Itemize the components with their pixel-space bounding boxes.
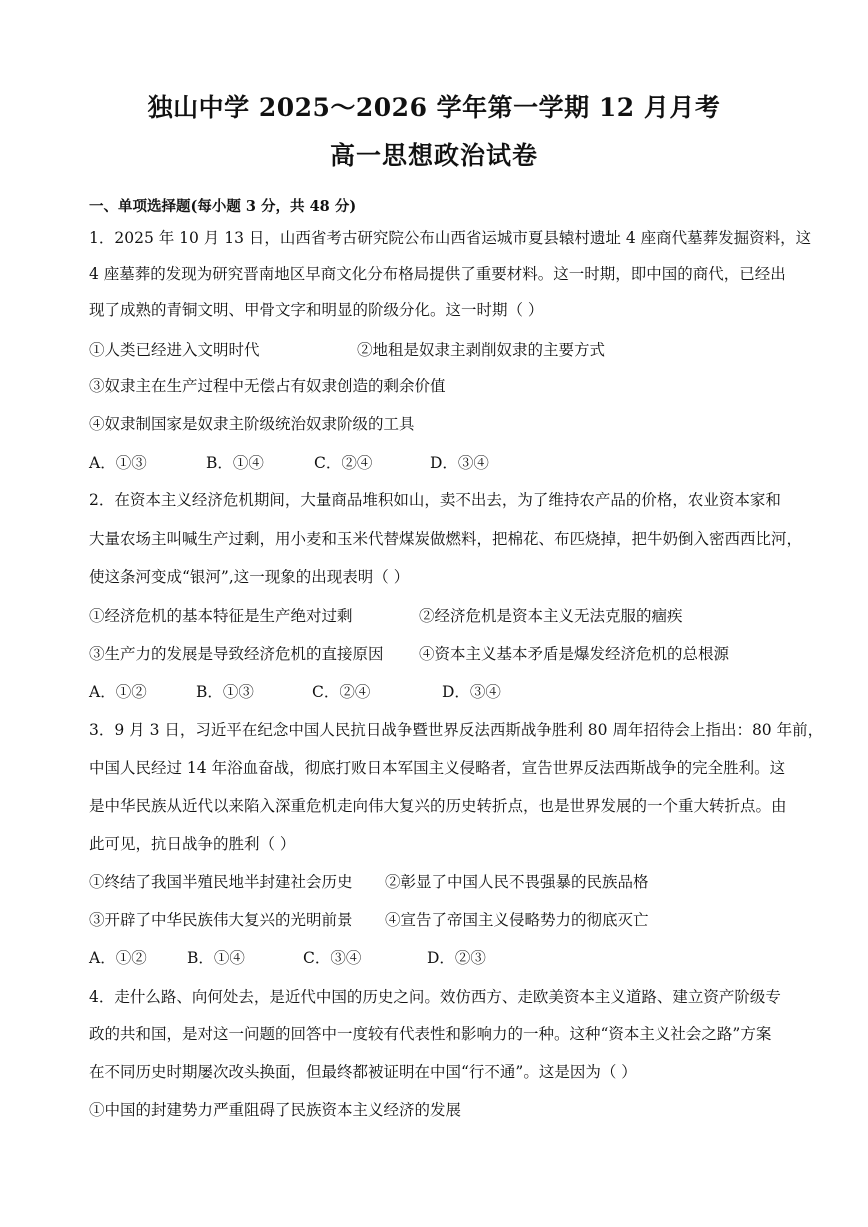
question-stem-line: 2．在资本主义经济危机期间，大量商品堆积如山，卖不出去，为了维持农产品的价格，农业资本家和 <box>89 491 781 509</box>
answer-choices <box>89 451 489 475</box>
answer-choice-b: B．①③ <box>196 683 254 701</box>
option-row <box>89 908 649 932</box>
option-2: ②经济危机是资本主义无法克服的痼疾 <box>419 607 683 625</box>
option-row <box>89 604 683 628</box>
option-1: ①人类已经进入文明时代 <box>89 341 260 359</box>
question-stem-line: 使这条河变成“银河”,这一现象的出现表明（ ） <box>89 568 410 586</box>
answer-choices <box>89 680 501 704</box>
question-stem-line: 现了成熟的青铜文明、甲骨文字和明显的阶级分化。这一时期（ ） <box>89 301 544 319</box>
section-heading: 一、单项选择题(每小题 3 分，共 48 分) <box>89 198 357 215</box>
option-4: ④资本主义基本矛盾是爆发经济危机的总根源 <box>419 645 730 663</box>
answer-choice-a: A．①③ <box>89 454 147 472</box>
question-stem-line: 是中华民族从近代以来陷入深重危机走向伟大复兴的历史转折点，也是世界发展的一个重大转折点。由 <box>89 797 787 815</box>
option-row <box>89 338 605 362</box>
question-stem-line: 1．2025 年 10 月 13 日，山西省考古研究院公布山西省运城市夏县辕村遗址 4 座商代墓葬发掘资料，这 <box>89 229 812 247</box>
exam-subtitle: 高一思想政治试卷 <box>329 141 538 170</box>
option-2: ②地租是奴隶主剥削奴隶的主要方式 <box>357 341 606 359</box>
question-stem-line: 此可见，抗日战争的胜利（ ） <box>89 835 296 853</box>
answer-choice-a: A．①② <box>89 949 147 967</box>
answer-choice-d: D．②③ <box>427 949 486 967</box>
answer-choice-c: C．③④ <box>303 949 362 967</box>
option-4: ④宣告了帝国主义侵略势力的彻底灭亡 <box>385 911 649 929</box>
answer-choice-c: C．②④ <box>312 683 371 701</box>
option-3: ③奴隶主在生产过程中无偿占有奴隶创造的剩余价值 <box>89 377 446 395</box>
exam-title: 独山中学 2025～2026 学年第一学期 12 月月考 <box>147 93 721 122</box>
question-stem-line: 4．走什么路、向何处去，是近代中国的历史之问。效仿西方、走欧美资本主义道路、建立资产阶级专 <box>89 988 781 1006</box>
question-stem-line: 大量农场主叫喊生产过剩，用小麦和玉米代替煤炭做燃料，把棉花、布匹烧掉，把牛奶倒入密西西比河， <box>89 530 803 548</box>
question-stem-line: 3．9 月 3 日，习近平在纪念中国人民抗日战争暨世界反法西斯战争胜利 80 周年招待会上指出：80 年前， <box>89 721 824 739</box>
option-1: ①终结了我国半殖民地半封建社会历史 <box>89 873 353 891</box>
option-1: ①中国的封建势力严重阻碍了民族资本主义经济的发展 <box>89 1101 462 1119</box>
option-4: ④奴隶制国家是奴隶主阶级统治奴隶阶级的工具 <box>89 415 415 433</box>
option-2: ②彰显了中国人民不畏强暴的民族品格 <box>385 873 649 891</box>
question-stem-line: 4 座墓葬的发现为研究晋南地区早商文化分布格局提供了重要材料。这一时期，即中国的商代，已经出 <box>89 265 786 283</box>
answer-choice-b: B．①④ <box>206 454 264 472</box>
option-3: ③开辟了中华民族伟大复兴的光明前景 <box>89 911 353 929</box>
question-stem-line: 在不同历史时期屡次改头换面，但最终都被证明在中国“行不通”。这是因为（ ） <box>89 1063 637 1081</box>
option-3: ③生产力的发展是导致经济危机的直接原因 <box>89 645 384 663</box>
question-stem-line: 中国人民经过 14 年浴血奋战，彻底打败日本军国主义侵略者，宣告世界反法西斯战争的完全胜利。这 <box>89 759 786 777</box>
answer-choice-a: A．①② <box>89 683 147 701</box>
option-1: ①经济危机的基本特征是生产绝对过剩 <box>89 607 353 625</box>
question-stem-line: 政的共和国，是对这一问题的回答中一度较有代表性和影响力的一种。这种“资本主义社会之路”方案 <box>89 1025 772 1043</box>
option-row <box>89 642 729 666</box>
option-row <box>89 870 649 894</box>
answer-choices <box>89 946 486 970</box>
answer-choice-d: D．③④ <box>430 454 489 472</box>
answer-choice-b: B．①④ <box>187 949 245 967</box>
answer-choice-c: C．②④ <box>314 454 373 472</box>
answer-choice-d: D．③④ <box>442 683 501 701</box>
